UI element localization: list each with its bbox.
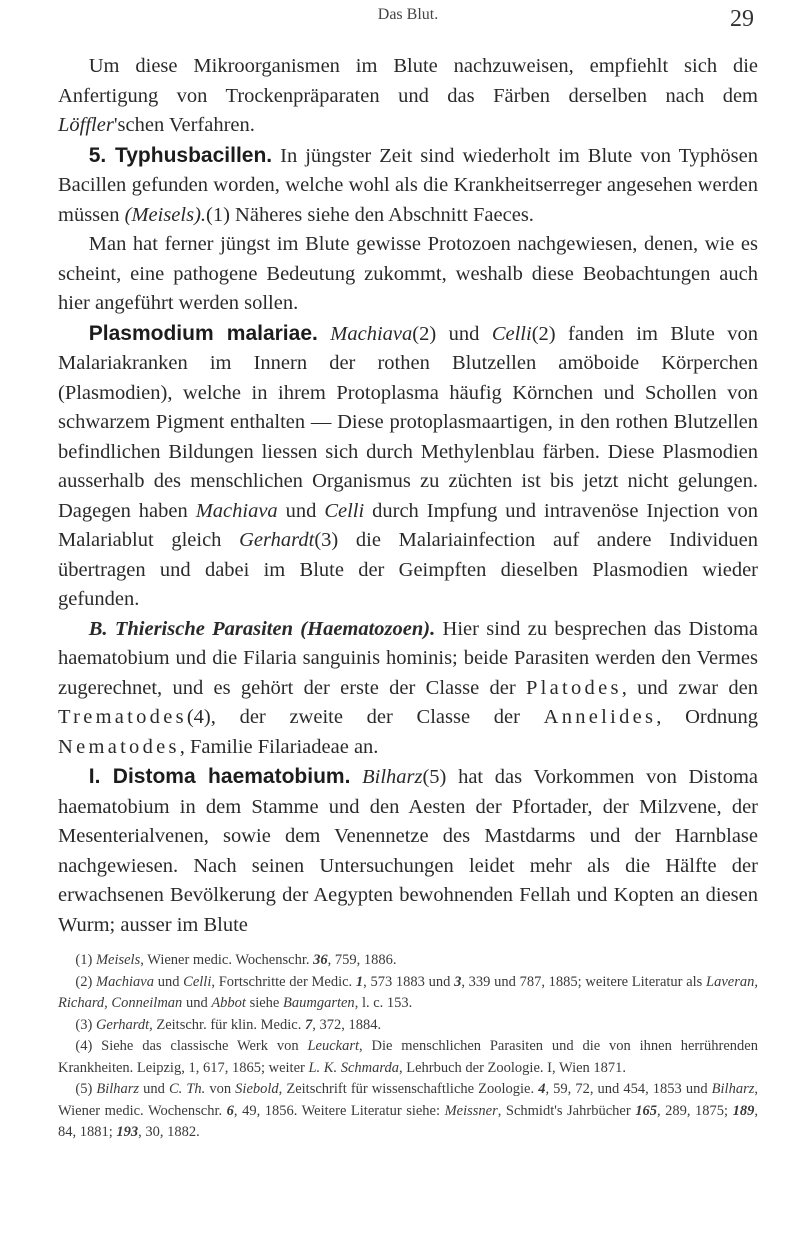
author-name: Baumgarten <box>283 995 355 1011</box>
text: , l. c. 153. <box>354 995 413 1011</box>
text <box>350 766 362 788</box>
text: , Ordnung <box>656 706 758 728</box>
text: , Familie Filariadeae an. <box>179 735 379 758</box>
text: , 49, 1856. Weitere Literatur siehe: <box>233 1102 445 1119</box>
author-name: Gerhardt <box>239 529 315 551</box>
author-name: Bilharz <box>96 1081 140 1097</box>
paragraph-protozoen <box>58 230 758 319</box>
volume-number: 36 <box>313 952 328 968</box>
section-heading: B. Thierische Parasiten (Haematozoen). <box>88 617 436 640</box>
volume-number: 189 <box>732 1102 755 1119</box>
volume-number: 3 <box>454 973 462 990</box>
footnote-number: (5) <box>75 1081 97 1097</box>
volume-number: 6 <box>226 1102 234 1119</box>
page-header <box>58 0 758 52</box>
author-name: Machiava <box>96 973 154 990</box>
text: , 573 1883 und <box>363 973 455 990</box>
footnotes <box>58 950 758 1144</box>
section-heading: I. Distoma haematobium. <box>88 765 351 788</box>
text: In jüngster Zeit sind wiederholt im Blute von Typhösen Bacillen gefunden worden, welche wohl als die Krankheitserreger angesehen werden müssen <box>58 144 758 226</box>
paragraph-blood-microorganisms <box>58 52 758 141</box>
text: , Wiener medic. Wochenschr. <box>58 1081 758 1119</box>
author-name: Abbot <box>211 995 246 1011</box>
text: (3) die Malariainfection auf andere Individuen übertragen und dabei im Blute der Geimpften dieselben Plasmodien wieder gefunden. <box>58 529 758 610</box>
spaced-term: Nematodes <box>58 735 180 758</box>
author-name: Celli <box>324 499 365 522</box>
paragraph-thierische-parasiten <box>58 615 758 763</box>
text: , 339 und 787, 1885; weitere Literatur als <box>461 973 707 990</box>
text: Hier sind zu besprechen das Distoma haematobium und die Filaria sanguinis hominis; beide Parasiten werden den Vermes zugerechnet, und es gehört der erste der Classe der <box>58 617 758 699</box>
text: siehe <box>245 995 283 1011</box>
text: und <box>277 499 325 522</box>
author-name: Gerhardt <box>95 1016 150 1033</box>
text: , Wiener medic. Wochenschr. <box>140 952 314 968</box>
text: (1) Näheres siehe den Abschnitt Faeces. <box>206 203 534 226</box>
author-name: Meisels <box>95 952 141 968</box>
text: von <box>205 1081 236 1097</box>
volume-number: 193 <box>116 1124 139 1140</box>
footnote-5 <box>58 1079 758 1144</box>
footnote-1 <box>58 950 758 972</box>
text <box>318 323 330 345</box>
text: , und zwar den <box>621 676 758 699</box>
volume-number: 4 <box>538 1081 546 1097</box>
paragraph-plasmodium <box>58 319 758 615</box>
text: Siehe das classische Werk von <box>101 1038 308 1054</box>
text: , 759, 1886. <box>327 952 397 968</box>
author-name: C. Th. <box>168 1081 206 1097</box>
footnote-number: (3) <box>75 1016 96 1033</box>
paragraph-distoma <box>58 762 758 940</box>
text: und <box>182 995 212 1011</box>
text: und <box>154 973 184 990</box>
spaced-term: Annelides <box>543 706 657 728</box>
text: (5) hat das Vorkommen von Distoma haematobium in dem Stamme und den Aesten der Pfortader, der Milzvene, der Mesenterialvenen, sowie dem Venennetze des Mastdarms und der Harnblase nachgewiesen. Nach seinen Untersuchungen leidet mehr als die Hälfte der erwachsenen Bevölkerung der Aegypten bewohnenden Fellah und Kopten an diesen Wurm; ausser im Blute <box>58 766 759 936</box>
author-name: Laveran, Richard, Conneilman <box>58 973 758 1011</box>
volume-number: 1 <box>355 973 364 990</box>
text: (2) und <box>412 322 492 345</box>
author-name: Siebold <box>235 1081 279 1097</box>
spaced-term: Platodes <box>526 676 622 699</box>
text: , 30, 1882. <box>138 1124 200 1140</box>
text: , 372, 1884. <box>312 1016 382 1033</box>
text: 'schen Verfahren. <box>113 114 255 136</box>
spaced-term: Trematodes <box>58 706 187 728</box>
author-name: Löffler <box>58 114 114 136</box>
text: (4), der zweite der Classe der <box>186 706 544 728</box>
text: , 84, 1881; <box>58 1102 758 1140</box>
text: (2) fanden im Blute von Malariakranken im Innern der rothen Blutzellen amöboide Körperchen (Plasmodien), welche in ihrem Protoplasma häufig Körnchen und Schollen von schwarzem Pigment enthalten — Diese protoplasmaartigen, in den rothen Blutzellen befindlichen Bildungen liessen sich durch Methylenblau färben. Diese Plasmodien ausserhalb des menschlichen Organismus zu züchten ist bis jetzt nicht gelungen. Dagegen haben <box>58 322 758 522</box>
author-name: L. K. Schmarda <box>308 1059 399 1076</box>
book-page <box>58 0 758 1259</box>
footnote-number: (2) <box>75 973 97 990</box>
text: , Zeitschr. für klin. Medic. <box>149 1016 305 1033</box>
author-name: Machiava <box>330 322 413 345</box>
footnote-number: (4) <box>75 1038 102 1054</box>
running-title: Das Blut. <box>377 6 439 23</box>
footnote-2 <box>58 972 758 1015</box>
text: Man hat ferner jüngst im Blute gewisse Protozoen nachgewiesen, denen, wie es scheint, eine pathogene Bedeutung zukommt, weshalb diese Beobachtungen auch hier angeführt werden sollen. <box>58 233 758 314</box>
author-name: Machiava <box>195 499 278 522</box>
author-name: Meissner <box>444 1102 498 1119</box>
text: durch Impfung und intravenöse Injection von Malariablut gleich <box>58 499 758 551</box>
author-name: (Meisels). <box>124 203 207 226</box>
body-text <box>58 52 758 940</box>
author-name: Bilharz <box>711 1081 755 1097</box>
volume-number: 7 <box>304 1016 313 1033</box>
text: Um diese Mikroorganismen im Blute nachzuweisen, empfiehlt sich die Anfertigung von Trockenpräparaten und das Färben derselben nach dem <box>58 55 758 107</box>
paragraph-typhusbacillen <box>58 141 758 231</box>
author-name: Leuckart <box>307 1038 360 1054</box>
page-number: 29 <box>730 6 754 32</box>
author-name: Celli <box>183 973 212 990</box>
footnote-3 <box>58 1015 758 1037</box>
author-name: Bilharz <box>362 766 423 788</box>
section-heading: 5. Typhusbacillen. <box>88 143 273 167</box>
text: , 59, 72, und 454, 1853 und <box>545 1081 712 1097</box>
text: , Zeitschrift für wissenschaftliche Zoologie. <box>278 1081 539 1097</box>
text: und <box>139 1081 169 1097</box>
footnote-number: (1) <box>75 952 96 968</box>
text: , Lehrbuch der Zoologie. I, Wien 1871. <box>398 1059 627 1076</box>
text: , Schmidt's Jahrbücher <box>497 1102 636 1119</box>
text: , Fortschritte der Medic. <box>211 973 356 990</box>
author-name: Celli <box>491 322 532 345</box>
text: , 289, 1875; <box>656 1102 733 1119</box>
volume-number: 165 <box>635 1102 657 1119</box>
section-heading: Plasmodium malariae. <box>88 321 318 345</box>
text: , Die menschlichen Parasiten und die von ihnen herrührenden Krankheiten. Leipzig, 1, 617, 1865; weiter <box>58 1038 758 1076</box>
footnote-4 <box>58 1036 758 1079</box>
